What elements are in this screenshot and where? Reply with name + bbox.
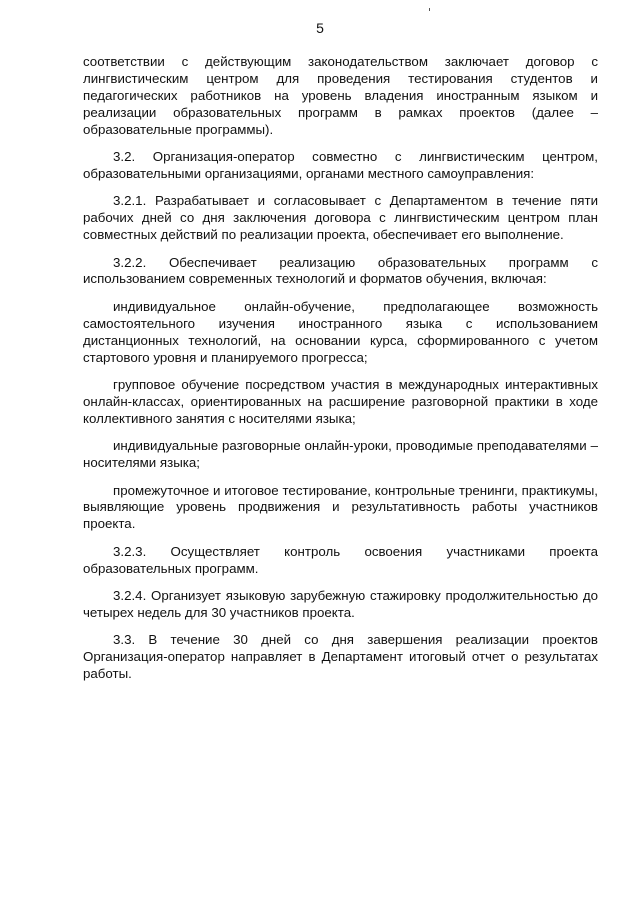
list-item-group-learning: групповое обучение посредством участия в международных интерактивных онлайн-классах, ориентированных на расширение разговорной практики в ходе коллективного занятия с носителями языка; bbox=[83, 377, 598, 426]
paragraph-continuation: соответствии с действующим законодательством заключает договор с лингвистическим центром для проведения тестирования студентов и педагогических работников на уровень владения иностранным языком и реализации образовательных программ в рамках проектов (далее – образовательные программы). bbox=[83, 54, 598, 137]
paragraph-3-2-1: 3.2.1. Разрабатывает и согласовывает с Департаментом в течение пяти рабочих дней со дня заключения договора с лингвистическим центром план совместных действий по реализации проекта, обеспечивает его выполнение. bbox=[83, 193, 598, 243]
document-body bbox=[83, 54, 598, 694]
list-item-testing: промежуточное и итоговое тестирование, контрольные тренинги, практикумы, выявляющие уровень продвижения и результативность работы участников проекта. bbox=[83, 482, 598, 532]
page-number: 5 bbox=[316, 20, 324, 36]
paragraph-3-3: 3.3. В течение 30 дней со дня завершения реализации проектов Организация-оператор направляет в Департамент итоговый отчет о результатах работы. bbox=[83, 632, 598, 682]
paragraph-3-2: 3.2. Организация-оператор совместно с лингвистическим центром, образовательными организациями, органами местного самоуправления: bbox=[83, 149, 598, 181]
scan-speck bbox=[429, 8, 430, 11]
paragraph-3-2-4: 3.2.4. Организует языковую зарубежную стажировку продолжительностью до четырех недель для 30 участников проекта. bbox=[83, 588, 598, 620]
paragraph-3-2-3: 3.2.3. Осуществляет контроль освоения участниками проекта образовательных программ. bbox=[83, 543, 598, 576]
list-item-conversation-lessons: индивидуальные разговорные онлайн-уроки, проводимые преподавателями – носителями языка; bbox=[83, 438, 598, 471]
list-item-individual-online-learning: индивидуальное онлайн-обучение, предполагающее возможность самостоятельного изучения иностранного языка с использованием дистанционных технологий, на основании курса, сформированного с учетом стартового уровня и планируемого прогресса; bbox=[83, 298, 598, 365]
paragraph-3-2-2: 3.2.2. Обеспечивает реализацию образовательных программ с использованием современных технологий и форматов обучения, включая: bbox=[83, 254, 598, 287]
